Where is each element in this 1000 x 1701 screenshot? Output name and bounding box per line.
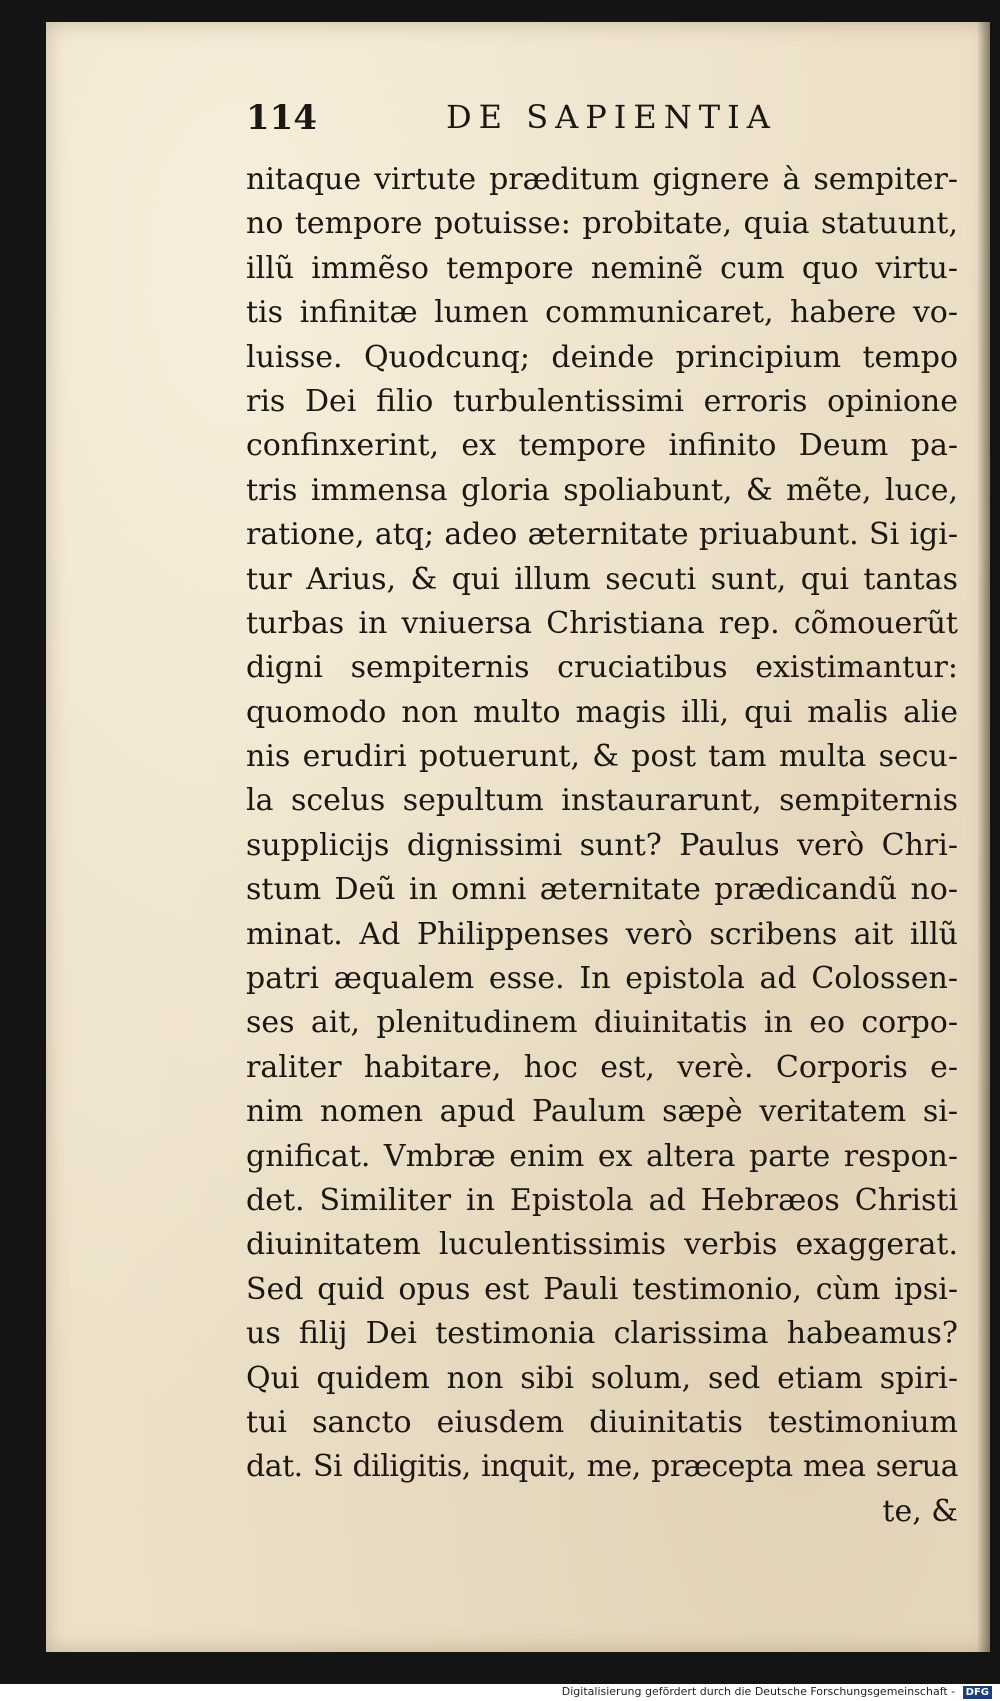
text-line: nis erudiri potuerunt, & post tam multa secu- xyxy=(246,739,958,775)
text-line: dat. Si diligitis, inquit, me, præcepta mea serua xyxy=(246,1449,958,1485)
running-head: DE SAPIENTIA xyxy=(446,98,777,136)
text-line: minat. Ad Philippenses verò scribens ait illũ xyxy=(246,916,958,952)
text-line: nim nomen apud Paulum sæpè veritatem si- xyxy=(246,1094,958,1130)
text-line: patri æqualem esse. In epistola ad Colossen- xyxy=(246,961,958,997)
credit-text: Digitalisierung gefördert durch die Deutsche Forschungsgemeinschaft - xyxy=(561,1685,956,1698)
catchword-line: te, & xyxy=(882,1493,958,1529)
text-line: tui sancto eiusdem diuinitatis testimonium xyxy=(246,1404,958,1440)
text-line: raliter habitare, hoc est, verè. Corporis e- xyxy=(246,1049,958,1085)
page-header xyxy=(246,98,866,148)
book-page xyxy=(46,22,990,1652)
dfg-logo-icon: DFG xyxy=(963,1686,992,1699)
text-line: det. Similiter in Epistola ad Hebræos Christi xyxy=(246,1182,958,1218)
text-line: Qui quidem non sibi solum, sed etiam spiri- xyxy=(246,1360,958,1396)
text-line: nitaque virtute præditum gignere à sempiter- xyxy=(246,162,958,197)
text-line: supplicijs dignissimi sunt? Paulus verò Chri- xyxy=(246,827,958,863)
page-edge-shadow xyxy=(978,22,990,1652)
page-number: 114 xyxy=(246,98,317,138)
text-line: tis infinitæ lumen communicaret, habere vo- xyxy=(246,295,958,331)
text-line: ses ait, plenitudinem diuinitatis in eo corpo- xyxy=(246,1005,958,1041)
text-line: diuinitatem luculentissimis verbis exaggerat. xyxy=(246,1227,958,1263)
text-line: us filij Dei testimonia clarissima habeamus? xyxy=(246,1316,958,1352)
text-line: ratione, atq; adeo æternitate priuabunt. Si igi- xyxy=(246,517,958,553)
text-line: la scelus sepultum instaurarunt, sempiternis xyxy=(246,783,958,819)
text-line: ris Dei filio turbulentissimi erroris opinione xyxy=(246,383,958,419)
text-line: luisse. Quodcunq; deinde principium tempo xyxy=(246,339,958,375)
text-line: digni sempiternis cruciatibus existimantur: xyxy=(246,650,958,686)
text-line: tur Arius, & qui illum secuti sunt, qui tantas xyxy=(246,561,958,597)
body-text xyxy=(246,158,958,1534)
text-line: confinxerint, ex tempore infinito Deum pa- xyxy=(246,428,958,464)
text-line: gnificat. Vmbræ enim ex altera parte respon- xyxy=(246,1138,958,1174)
digitization-credit xyxy=(562,1685,992,1699)
text-line: Sed quid opus est Pauli testimonio, cùm ipsi- xyxy=(246,1271,958,1307)
text-line: turbas in vniuersa Christiana rep. cõmouerũt xyxy=(246,605,958,641)
text-line: no tempore potuisse: probitate, quia statuunt, xyxy=(246,206,958,242)
text-line: quomodo non multo magis illi, qui malis alie xyxy=(246,694,958,730)
text-line: tris immensa gloria spoliabunt, & mẽte, luce, xyxy=(246,472,958,508)
text-line: illũ immẽso tempore neminẽ cum quo virtu- xyxy=(246,250,958,286)
text-line: stum Deũ in omni æternitate prædicandũ no- xyxy=(246,872,958,908)
